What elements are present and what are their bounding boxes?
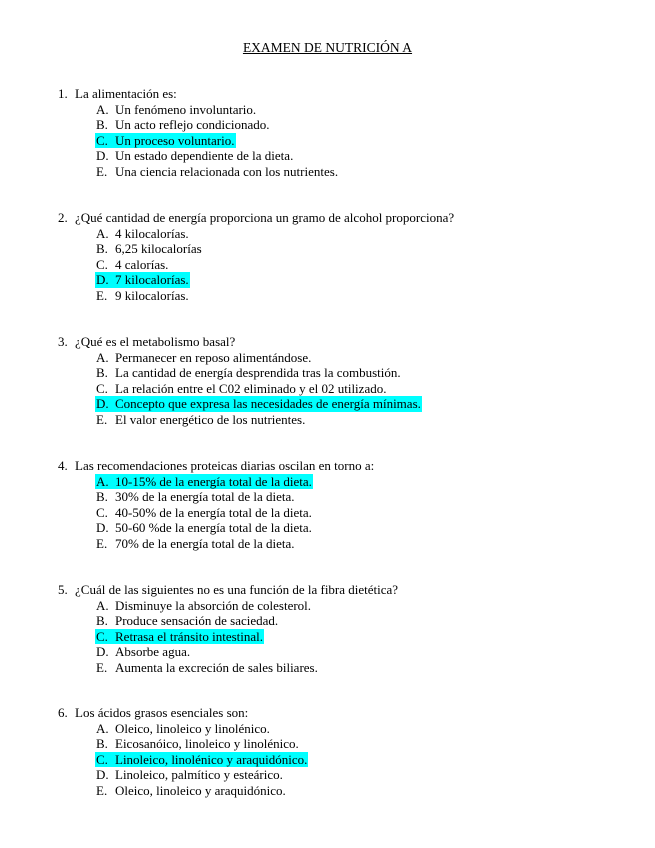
- option-letter: B.: [96, 365, 108, 380]
- question-3: [58, 334, 638, 427]
- option-content: [95, 226, 190, 242]
- option-text: 4 kilocalorías.: [115, 225, 189, 241]
- option-text: 4 calorías.: [115, 256, 169, 272]
- option-letter: C.: [96, 751, 108, 767]
- option-content: [95, 644, 191, 660]
- option-text: Oleico, linoleico y araquidónico.: [115, 782, 286, 798]
- option-content: [95, 117, 271, 133]
- question-number: 6.: [58, 705, 68, 720]
- option-letter: A.: [96, 473, 109, 489]
- question-text: Las recomendaciones proteicas diarias oscilan en torno a:: [75, 458, 375, 473]
- question-text: ¿Qué es el metabolismo basal?: [75, 334, 236, 349]
- option-content: [95, 365, 402, 381]
- option-text: 70% de la energía total de la dieta.: [115, 535, 295, 551]
- option-a: [58, 226, 638, 242]
- question-number: 3.: [58, 334, 68, 349]
- option-d: [58, 396, 638, 412]
- question-number: 5.: [58, 582, 68, 597]
- question-text: ¿Qué cantidad de energía proporciona un gramo de alcohol proporciona?: [75, 210, 455, 225]
- option-letter: D.: [96, 396, 109, 411]
- option-c: [58, 381, 638, 397]
- option-content: [95, 536, 296, 552]
- option-letter: A.: [96, 101, 109, 117]
- question-2: [58, 210, 638, 303]
- option-d: [58, 148, 638, 164]
- highlighted-answer: [95, 396, 422, 412]
- question-stem: [58, 334, 638, 350]
- option-letter: A.: [96, 225, 109, 241]
- option-text: La relación entre el C02 eliminado y el 02 utilizado.: [115, 380, 387, 396]
- option-text: Linoleico, palmítico y esteárico.: [115, 767, 283, 782]
- option-list: [58, 102, 638, 180]
- exam-title-text: EXAMEN DE NUTRICIÓN A: [242, 40, 413, 55]
- option-text: Produce sensación de saciedad.: [115, 613, 279, 628]
- option-letter: C.: [96, 504, 108, 520]
- option-text: Una ciencia relacionada con los nutrientes.: [115, 163, 339, 179]
- question-5: [58, 582, 638, 675]
- option-text: 50-60 %de la energía total de la dieta.: [115, 520, 312, 535]
- option-letter: E.: [96, 782, 108, 798]
- option-text: 30% de la energía total de la dieta.: [115, 489, 295, 504]
- option-letter: B.: [96, 117, 108, 132]
- option-letter: B.: [96, 613, 108, 628]
- option-text: Oleico, linoleico y linolénico.: [115, 720, 270, 736]
- question-stem: [58, 582, 638, 598]
- question-6: [58, 705, 638, 798]
- option-letter: D.: [96, 272, 109, 287]
- option-content: [95, 257, 169, 273]
- option-letter: E.: [96, 287, 108, 303]
- option-b: [58, 736, 638, 752]
- exam-title: [0, 40, 655, 56]
- option-c: [58, 752, 638, 768]
- option-c: [58, 257, 638, 273]
- option-letter: A.: [96, 349, 109, 365]
- option-text: Aumenta la excreción de sales biliares.: [115, 659, 318, 675]
- question-1: [58, 86, 638, 179]
- option-list: [58, 474, 638, 552]
- option-list: [58, 598, 638, 676]
- option-text: 7 kilocalorías.: [115, 272, 189, 287]
- option-e: [58, 288, 638, 304]
- option-content: [95, 381, 387, 397]
- question-stem: [58, 705, 638, 721]
- option-b: [58, 489, 638, 505]
- question-text: La alimentación es:: [75, 86, 177, 101]
- option-text: Un proceso voluntario.: [115, 132, 235, 148]
- highlighted-answer: [95, 629, 264, 645]
- option-content: [95, 736, 300, 752]
- option-e: [58, 536, 638, 552]
- option-b: [58, 365, 638, 381]
- option-d: [58, 644, 638, 660]
- option-a: [58, 350, 638, 366]
- highlighted-answer: [95, 272, 190, 288]
- option-text: Absorbe agua.: [115, 644, 191, 659]
- option-letter: D.: [96, 148, 109, 163]
- option-text: 40-50% de la energía total de la dieta.: [115, 504, 312, 520]
- option-c: [58, 505, 638, 521]
- option-text: Permanecer en reposo alimentándose.: [115, 349, 312, 365]
- option-text: Eicosanóico, linoleico y linolénico.: [115, 736, 299, 751]
- option-d: [58, 767, 638, 783]
- option-content: [95, 102, 257, 118]
- option-letter: E.: [96, 163, 108, 179]
- option-b: [58, 117, 638, 133]
- option-letter: C.: [96, 132, 108, 148]
- option-text: Un estado dependiente de la dieta.: [115, 148, 294, 163]
- question-stem: [58, 86, 638, 102]
- option-a: [58, 721, 638, 737]
- option-a: [58, 598, 638, 614]
- highlighted-answer: [95, 474, 313, 490]
- option-content: [95, 288, 190, 304]
- option-content: [95, 598, 312, 614]
- question-text: Los ácidos grasos esenciales son:: [75, 705, 249, 720]
- option-e: [58, 660, 638, 676]
- option-a: [58, 474, 638, 490]
- option-content: [95, 164, 339, 180]
- option-c: [58, 133, 638, 149]
- option-content: [95, 350, 312, 366]
- option-letter: C.: [96, 380, 108, 396]
- option-c: [58, 629, 638, 645]
- option-content: [95, 241, 203, 257]
- option-content: [95, 783, 287, 799]
- option-letter: B.: [96, 489, 108, 504]
- option-content: [95, 505, 313, 521]
- question-number: 4.: [58, 458, 68, 473]
- option-letter: A.: [96, 720, 109, 736]
- option-text: El valor energético de los nutrientes.: [115, 411, 306, 427]
- option-letter: A.: [96, 597, 109, 613]
- option-content: [95, 412, 306, 428]
- option-list: [58, 350, 638, 428]
- option-letter: B.: [96, 241, 108, 256]
- question-text: ¿Cuál de las siguientes no es una función de la fibra dietética?: [75, 582, 399, 597]
- option-content: [95, 520, 313, 536]
- option-content: [95, 613, 279, 629]
- option-content: [95, 148, 294, 164]
- option-letter: E.: [96, 659, 108, 675]
- option-letter: B.: [96, 736, 108, 751]
- option-text: Concepto que expresa las necesidades de energía mínimas.: [115, 396, 421, 411]
- highlighted-answer: [95, 752, 308, 768]
- highlighted-answer: [95, 133, 236, 149]
- option-text: Un acto reflejo condicionado.: [115, 117, 270, 132]
- question-4: [58, 458, 638, 551]
- option-content: [95, 660, 319, 676]
- question-stem: [58, 210, 638, 226]
- option-text: La cantidad de energía desprendida tras la combustión.: [115, 365, 401, 380]
- option-e: [58, 412, 638, 428]
- question-stem: [58, 458, 638, 474]
- option-letter: C.: [96, 256, 108, 272]
- option-letter: E.: [96, 535, 108, 551]
- option-e: [58, 164, 638, 180]
- option-a: [58, 102, 638, 118]
- option-text: Linoleico, linolénico y araquidónico.: [115, 751, 308, 767]
- option-letter: C.: [96, 628, 108, 644]
- option-text: 10-15% de la energía total de la dieta.: [115, 473, 312, 489]
- option-letter: D.: [96, 644, 109, 659]
- option-text: Un fenómeno involuntario.: [115, 101, 257, 117]
- question-number: 2.: [58, 210, 68, 225]
- option-b: [58, 241, 638, 257]
- question-number: 1.: [58, 86, 68, 101]
- option-d: [58, 520, 638, 536]
- option-d: [58, 272, 638, 288]
- option-text: 6,25 kilocalorías: [115, 241, 202, 256]
- option-b: [58, 613, 638, 629]
- option-text: Retrasa el tránsito intestinal.: [115, 628, 264, 644]
- option-e: [58, 783, 638, 799]
- option-list: [58, 721, 638, 799]
- option-list: [58, 226, 638, 304]
- option-content: [95, 721, 271, 737]
- option-content: [95, 767, 284, 783]
- option-letter: D.: [96, 520, 109, 535]
- option-letter: D.: [96, 767, 109, 782]
- option-letter: E.: [96, 411, 108, 427]
- option-content: [95, 489, 296, 505]
- option-text: Disminuye la absorción de colesterol.: [115, 597, 312, 613]
- option-text: 9 kilocalorías.: [115, 287, 189, 303]
